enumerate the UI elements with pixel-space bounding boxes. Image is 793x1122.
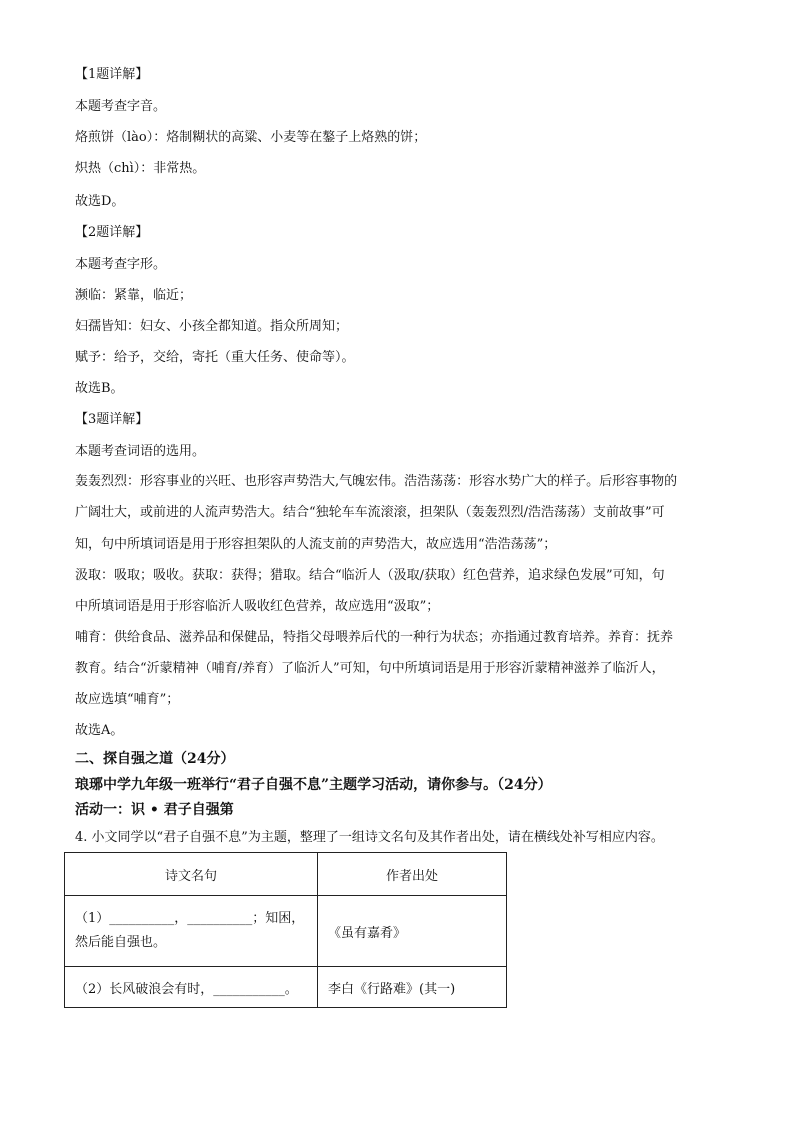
row-2-verse: （2）长风破浪会有时，___________。 xyxy=(65,967,318,1008)
q2-line-2: 濒临：紧靠，临近； xyxy=(75,288,193,303)
q4-prompt: 4. 小文同学以“君子自强不息”为主题，整理了一组诗文名句及其作者出处，请在横线处补写相应内容。 xyxy=(75,830,664,845)
q1-line-1: 本题考查字音。 xyxy=(75,99,167,114)
q2-line-3: 妇孺皆知：妇女、小孩全都知道。指众所周知； xyxy=(75,319,349,334)
q2-line-5: 故选B。 xyxy=(75,381,124,396)
header-verse: 诗文名句 xyxy=(65,853,318,896)
q3-line-7: 哺育：供给食品、滋养品和保健品，特指父母喂养后代的一种行为状态；亦指通过教育培养。养育：抚养 xyxy=(75,630,674,645)
q3-line-3: 广阔壮大，或前进的人流声势浩大。结合“独轮车车流滚滚，担架队（轰轰烈烈/浩浩荡荡）支前故事”可 xyxy=(75,505,665,520)
table-row xyxy=(65,967,507,1008)
activity-intro: 琅琊中学九年级一班举行“君子自强不息”主题学习活动，请你参与。（24分） xyxy=(75,777,552,793)
q2-heading: 【2题详解】 xyxy=(75,225,149,240)
q1-line-4: 故选D。 xyxy=(75,194,125,209)
row-1-source: 《虽有嘉肴》 xyxy=(318,896,507,967)
activity-1-title: 活动一：识 • 君子自强第 xyxy=(75,802,234,818)
q3-line-10: 故选A。 xyxy=(75,723,124,738)
q3-line-2: 轰轰烈烈：形容事业的兴旺、也形容声势浩大,气魄宏伟。浩浩荡荡：形容水势广大的样子。后形容事物的 xyxy=(75,474,678,489)
q3-line-5: 汲取：吸取；吸收。获取：获得；猎取。结合“临沂人（汲取/获取）红色营养，追求绿色发展”可知，句 xyxy=(75,568,665,583)
q3-line-6: 中所填词语是用于形容临沂人吸收红色营养，故应选用“汲取”； xyxy=(75,599,440,614)
q3-line-8: 教育。结合“沂蒙精神（哺育/养育）了临沂人”可知，句中所填词语是用于形容沂蒙精神滋养了临沂人， xyxy=(75,661,665,676)
row-1-verse: （1）__________，__________；知困，然后能自强也。 xyxy=(65,896,318,967)
header-source: 作者出处 xyxy=(318,853,507,896)
q3-line-4: 知，句中所填词语是用于形容担架队的人流支前的声势浩大，故应选用“浩浩荡荡”； xyxy=(75,537,557,552)
table-row xyxy=(65,896,507,967)
table-header-row xyxy=(65,853,507,896)
q1-heading: 【1题详解】 xyxy=(75,67,149,82)
row-2-source: 李白《行路难》(其一) xyxy=(318,967,507,1008)
q1-line-3: 炽热（chì）：非常热。 xyxy=(75,161,206,176)
q2-line-4: 赋予：给予，交给，寄托（重大任务、使命等）。 xyxy=(75,350,355,365)
q3-line-1: 本题考查词语的选用。 xyxy=(75,444,206,459)
q3-line-9: 故应选填“哺育”； xyxy=(75,692,180,707)
verse-table xyxy=(64,852,507,1008)
section-title: 二、探自强之道（24分） xyxy=(75,751,235,767)
q3-heading: 【3题详解】 xyxy=(75,412,149,427)
q2-line-1: 本题考查字形。 xyxy=(75,257,167,272)
q1-line-2: 烙煎饼（lào）：烙制糊状的高粱、小麦等在鏊子上烙熟的饼； xyxy=(75,130,427,145)
